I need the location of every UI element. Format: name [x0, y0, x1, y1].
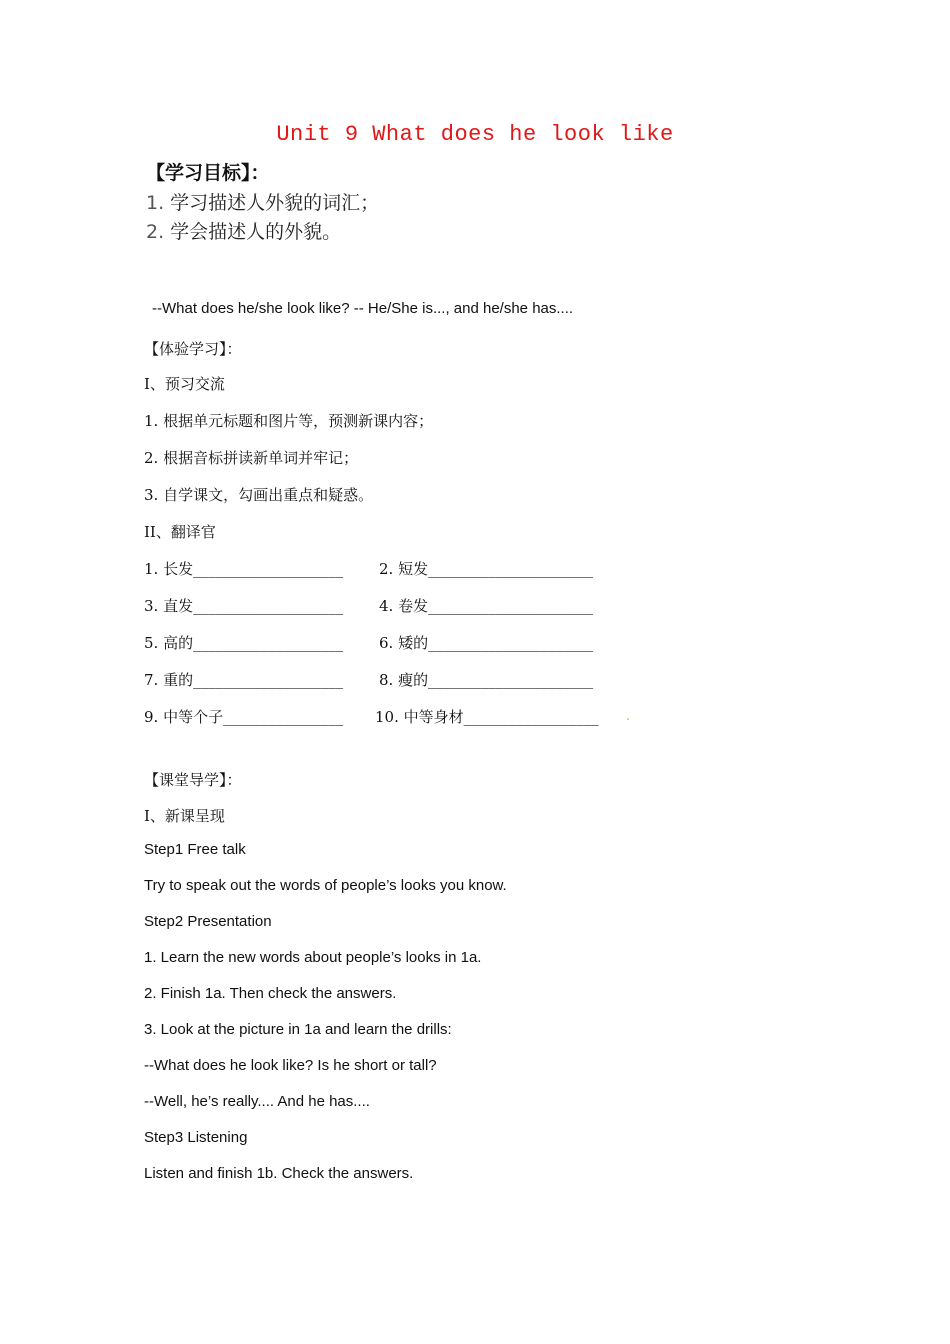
section-preview-heading: I、预习交流 — [144, 375, 225, 393]
preview-step: 1. 根据单元标题和图片等，预测新课内容； — [144, 412, 434, 430]
lesson-line: Step2 Presentation — [144, 913, 272, 930]
translation-item: 7. 重的____________________ — [144, 671, 344, 689]
lesson-line: Step3 Listening — [144, 1129, 248, 1146]
lesson-line: Listen and finish 1b. Check the answers. — [144, 1165, 414, 1182]
translation-item: 3. 直发____________________ — [144, 597, 344, 615]
translation-item: 10. 中等身材__________________ — [375, 708, 599, 726]
experience-heading: 【体验学习】： — [144, 340, 242, 358]
lesson-line: Step1 Free talk — [144, 841, 246, 858]
lesson-line: 2. Finish 1a. Then check the answers. — [144, 985, 397, 1002]
lesson-line: --What does he look like? Is he short or tall? — [144, 1057, 437, 1074]
goal-number: 2. — [146, 221, 165, 243]
goal-text: 学会描述人的外貌。 — [170, 221, 342, 243]
translation-item: 8. 瘦的______________________ — [379, 671, 594, 689]
preview-step: 3. 自学课文，勾画出重点和疑惑。 — [144, 486, 374, 504]
lesson-line: 3. Look at the picture in 1a and learn the drills: — [144, 1021, 452, 1038]
goal-text: 学习描述人外貌的词汇； — [170, 192, 380, 214]
translation-item: 9. 中等个子________________ — [144, 708, 344, 726]
translation-item: 2. 短发______________________ — [379, 560, 594, 578]
translation-item: 4. 卷发______________________ — [379, 597, 594, 615]
goal-item — [146, 217, 341, 244]
section-new-lesson-heading: I、新课呈现 — [144, 807, 225, 825]
goal-number: 1. — [146, 192, 165, 214]
translation-item: 6. 矮的______________________ — [379, 634, 594, 652]
goals-heading: 【学习目标】： — [146, 162, 270, 184]
translation-item: 5. 高的____________________ — [144, 634, 344, 652]
goal-item — [146, 188, 379, 215]
document-title: Unit 9 What does he look like — [276, 122, 674, 147]
preview-step: 2. 根据音标拼读新单词并牢记； — [144, 449, 359, 467]
stray-dot-mark: . — [626, 707, 631, 724]
section-translate-heading: II、翻译官 — [144, 523, 216, 541]
lesson-line: 1. Learn the new words about people’s looks in 1a. — [144, 949, 482, 966]
lesson-line: Try to speak out the words of people’s looks you know. — [144, 877, 507, 894]
classroom-heading: 【课堂导学】： — [144, 771, 242, 789]
translation-item: 1. 长发____________________ — [144, 560, 344, 578]
drill-line: --What does he/she look like? -- He/She is..., and he/she has.... — [152, 300, 574, 317]
lesson-line: --Well, he’s really.... And he has.... — [144, 1093, 370, 1110]
